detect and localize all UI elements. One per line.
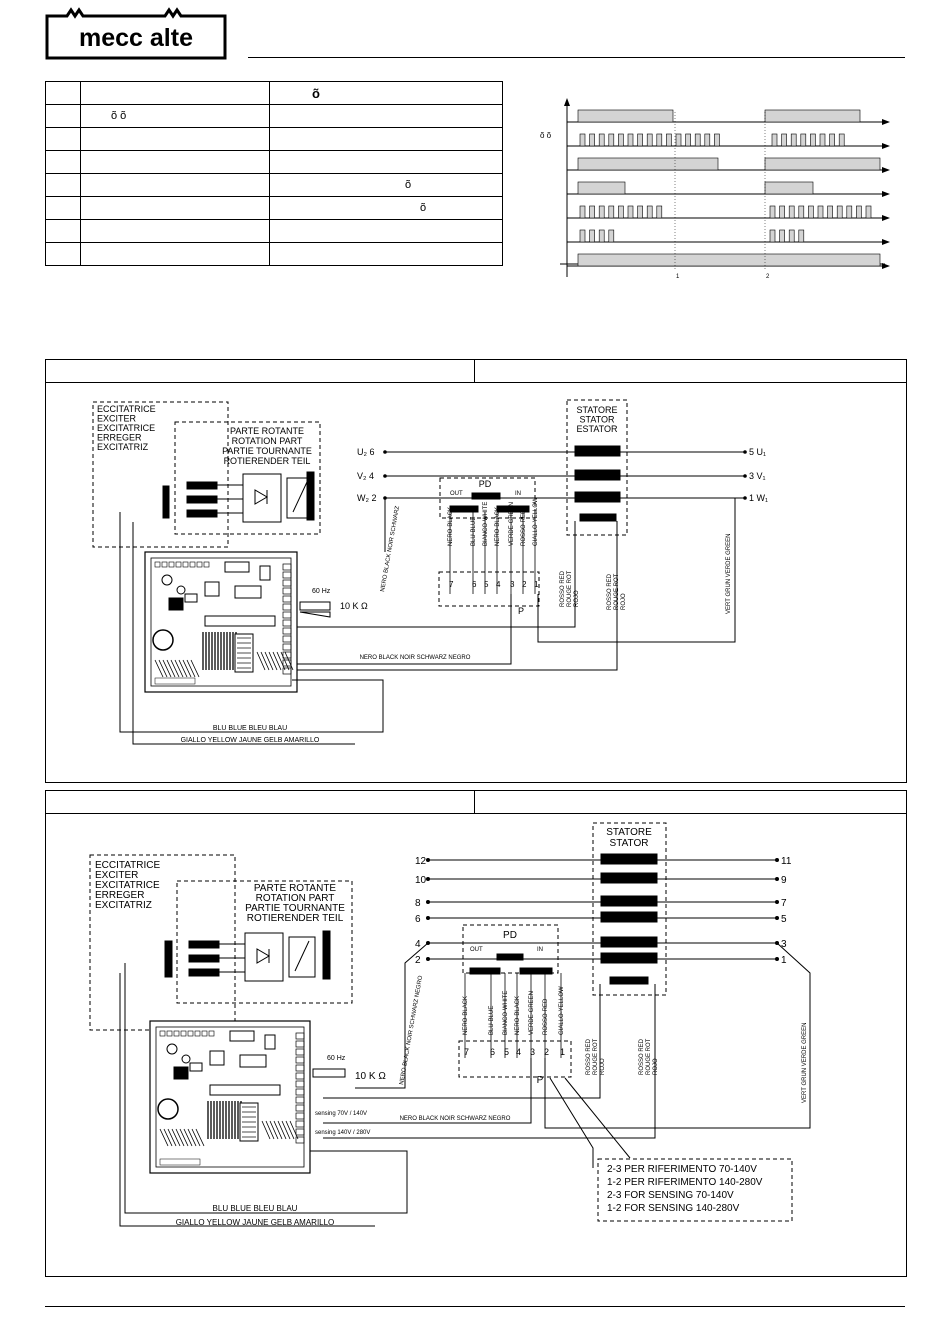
info-cell — [46, 151, 81, 174]
terminal-dot — [426, 900, 430, 904]
blue-wire-label: BLU BLUE BLEU BLAU — [212, 725, 288, 732]
terminal-label: 1 — [781, 955, 787, 966]
pin-label: 7 — [449, 580, 454, 589]
terminal-dot — [775, 900, 779, 904]
wire-color-label: VERDE-GREEN — [509, 501, 515, 546]
info-cell — [81, 151, 270, 174]
pin-label: 1 — [534, 580, 539, 589]
timing-pulse — [580, 206, 585, 218]
timing-pulse — [657, 134, 662, 146]
wiring-diagram-1 — [45, 382, 905, 780]
avr-ic — [174, 1067, 188, 1079]
info-cell — [46, 128, 81, 151]
green-wire-label: VERT GRUN VERDE GREEN — [802, 1022, 808, 1103]
timing-diagram — [530, 92, 900, 282]
timing-pulse — [799, 206, 804, 218]
exciter-label: EXCITATRICE — [95, 880, 160, 891]
stator-label: STATORE — [576, 405, 618, 415]
field-winding — [323, 931, 330, 979]
timing-pulse — [590, 206, 595, 218]
rotor-winding — [189, 941, 219, 948]
pd-out-label: OUT — [450, 491, 463, 497]
trace-arrow — [882, 119, 890, 125]
stator-winding — [601, 854, 657, 864]
timing-pulse — [686, 134, 691, 146]
terminal-strip — [439, 572, 539, 606]
stator-winding — [601, 937, 657, 947]
red-wire-label: ROJO — [600, 1058, 606, 1075]
rotor-winding — [187, 510, 217, 517]
pin-label: 2 — [544, 1047, 550, 1057]
pin-label: 5 — [484, 580, 489, 589]
panel-2-header — [46, 791, 906, 814]
red-wire-label: ROUGE ROT — [614, 573, 620, 610]
exciter-label: EXCITER — [97, 413, 137, 424]
stator-winding — [575, 470, 620, 480]
info-row — [46, 174, 503, 197]
pd-label: PD — [503, 930, 517, 941]
hz-label: 60 Hz — [327, 1055, 346, 1062]
terminal-dot — [775, 916, 779, 920]
black-wire-label: NERO BLACK NOIR SCHWARZ NEGRO — [399, 1116, 511, 1122]
timing-pulse — [578, 110, 673, 122]
diode-symbol — [257, 949, 269, 963]
terminal-strip — [459, 1041, 571, 1077]
timing-pulse — [638, 206, 643, 218]
rotor-label: PARTIE TOURNANTE — [222, 446, 312, 456]
avr-board — [150, 1021, 310, 1173]
timing-pulse — [590, 230, 595, 242]
wire-color-label: ROSSO-RED — [543, 998, 549, 1035]
timing-pulse — [638, 134, 643, 146]
timing-pulse — [837, 206, 842, 218]
terminal-label: 5 — [781, 914, 787, 925]
timing-pulse — [772, 134, 777, 146]
info-table — [45, 81, 503, 266]
exciter-label: EXCITATRIZ — [97, 442, 149, 452]
timing-pulse — [828, 206, 833, 218]
timing-pulse — [628, 134, 633, 146]
timing-pulse — [618, 206, 623, 218]
rotor-label: ROTATION PART — [255, 893, 335, 904]
rectifier-box — [245, 933, 283, 981]
info-cell — [81, 128, 270, 151]
yellow-wire-label: GIALLO YELLOW JAUNE GELB AMARILLO — [180, 737, 320, 744]
red-wire-label: ROUGE ROT — [567, 570, 573, 607]
green-wire-label: VERT GRUN VERDE GREEN — [726, 533, 732, 614]
logo-text: mecc alte — [79, 24, 193, 52]
selector-wire — [550, 1078, 593, 1168]
info-row — [46, 128, 503, 151]
legend-line: 1-2 FOR SENSING 140-280V — [607, 1203, 740, 1214]
pot-label: 10 K Ω — [340, 601, 368, 611]
rotor-label: ROTIERENDER TEIL — [223, 456, 311, 466]
rectifier-box — [243, 474, 281, 522]
pot-label: 10 K Ω — [355, 1071, 386, 1082]
info-cell — [46, 197, 81, 220]
rotor-winding — [189, 969, 219, 976]
exciter-label: ERREGER — [95, 890, 145, 901]
varistor-line — [293, 482, 307, 512]
green-wire — [545, 943, 810, 1128]
panel-1-header — [46, 360, 906, 383]
pd-resistor — [472, 493, 500, 499]
wire-color-label: ROSSO-RED — [521, 509, 527, 546]
pin-label: 3 — [530, 1047, 536, 1057]
wire-color-label: BIANCO-WHITE — [503, 990, 509, 1035]
timing-pulse — [578, 182, 625, 194]
exciter-label: EXCITATRIZ — [95, 900, 152, 911]
rotor-label: PARTIE TOURNANTE — [245, 903, 345, 914]
timing-pulse — [791, 134, 796, 146]
info-cell: õ — [270, 197, 503, 220]
trace-arrow — [882, 215, 890, 221]
legend-line: 1-2 PER RIFERIMENTO 140-280V — [607, 1177, 763, 1188]
timing-pulse — [599, 134, 604, 146]
timing-pulse — [830, 134, 835, 146]
terminal-dot — [426, 957, 430, 961]
wire-color-label: BIANCO-WHITE — [483, 501, 489, 546]
red-wire-label: ROJO — [621, 593, 627, 610]
black-wire-label: NERO BLACK NOIR SCHWARZ — [380, 505, 402, 593]
terminal-label: 1 W₁ — [749, 493, 769, 503]
terminal-label: 4 — [415, 939, 421, 950]
exciter-label: ERREGER — [97, 432, 142, 443]
pin-label: 5 — [504, 1047, 510, 1057]
terminal-dot — [775, 858, 779, 862]
timing-pulse — [578, 254, 880, 266]
exciter-winding — [165, 941, 172, 977]
wire-color-label: NERO-BLACK — [495, 506, 501, 546]
stator-winding — [580, 514, 616, 521]
info-row — [46, 220, 503, 243]
pd-connector — [450, 506, 478, 512]
terminal-label: 3 V₁ — [749, 471, 766, 481]
mecc-alte-logo — [45, 4, 235, 60]
stator-winding — [601, 896, 657, 906]
rotor-winding — [187, 482, 217, 489]
field-winding — [307, 472, 314, 520]
timing-pulse — [647, 206, 652, 218]
timing-pulse — [820, 134, 825, 146]
sensing-label: sensing 70V / 140V — [315, 1111, 368, 1117]
stator-winding — [601, 912, 657, 922]
timing-pulse — [789, 230, 794, 242]
wire-color-label: BLU-BLUE — [471, 516, 477, 546]
exciter-label: EXCITATRICE — [97, 423, 156, 433]
timing-pulse — [780, 206, 785, 218]
info-cell — [46, 220, 81, 243]
timing-pulse — [609, 230, 614, 242]
pin-label: 4 — [496, 580, 501, 589]
timing-pulse — [782, 134, 787, 146]
sensing-label: sensing 140V / 280V — [315, 1130, 371, 1136]
rotor-label: ROTATION PART — [231, 436, 303, 446]
rotor-label: PARTE ROTANTE — [253, 883, 337, 894]
stator-label: STATOR — [609, 838, 649, 849]
green-wire — [538, 498, 735, 642]
info-cell — [270, 128, 503, 151]
terminal-label: U₂ 6 — [357, 447, 375, 457]
red-wire-label: ROSSO RED — [586, 1038, 592, 1075]
avr-ic — [169, 598, 183, 610]
pin-label: 3 — [510, 580, 515, 589]
timing-pulse — [847, 206, 852, 218]
info-row — [46, 151, 503, 174]
timing-pulse — [818, 206, 823, 218]
info-cell — [81, 243, 270, 266]
footer-rule — [45, 1306, 905, 1307]
legend-line: 2-3 PER RIFERIMENTO 70-140V — [607, 1164, 757, 1175]
trace-arrow — [882, 239, 890, 245]
terminal-label: 3 — [781, 939, 787, 950]
wire-color-label: GIALLO-YELLOW — [559, 986, 565, 1035]
yellow-wire-label: GIALLO YELLOW JAUNE GELB AMARILLO — [175, 1218, 335, 1227]
terminal-dot — [743, 496, 747, 500]
pd-resistor — [497, 954, 523, 960]
terminal-label: 2 — [415, 955, 421, 966]
rotor-winding — [189, 955, 219, 962]
timing-pulse — [590, 134, 595, 146]
exciter-winding — [163, 486, 169, 518]
pd-in-label: IN — [537, 947, 543, 953]
pd-label: PD — [478, 479, 492, 489]
timing-pulse — [618, 134, 623, 146]
stator-winding — [601, 873, 657, 883]
timing-pulse — [856, 206, 861, 218]
info-cell: õ — [270, 82, 503, 105]
blue-wire-label: BLU BLUE BLEU BLAU — [212, 1204, 298, 1213]
timing-pulse — [799, 230, 804, 242]
pd-in-label: IN — [515, 491, 521, 497]
info-row — [46, 82, 503, 105]
info-cell — [81, 82, 270, 105]
terminal-label: 8 — [415, 898, 421, 909]
rotor-winding — [187, 496, 217, 503]
terminal-dot — [743, 450, 747, 454]
terminal-dot — [426, 877, 430, 881]
info-cell — [46, 243, 81, 266]
terminal-label: W₂ 2 — [357, 493, 377, 503]
timing-pulse — [695, 134, 700, 146]
wire-color-label: NERO-BLACK — [515, 995, 521, 1035]
timing-pulse — [765, 110, 860, 122]
trace-arrow — [882, 167, 890, 173]
trace-arrow — [882, 191, 890, 197]
wire-color-label: NERO-BLACK — [463, 995, 469, 1035]
wire-color-label: VERDE-GREEN — [529, 990, 535, 1035]
timing-pulse — [839, 134, 844, 146]
wiring-diagram-2 — [45, 813, 905, 1273]
red-wire-label: ROJO — [574, 590, 580, 607]
info-cell — [270, 243, 503, 266]
hz-label: 60 Hz — [312, 588, 331, 595]
timing-pulse — [599, 206, 604, 218]
red-wire-label: ROSSO RED — [560, 570, 566, 607]
trace-arrow — [882, 263, 890, 269]
trace-arrow — [882, 143, 890, 149]
timing-pulse — [770, 230, 775, 242]
timing-pulse — [765, 182, 813, 194]
header-rule — [248, 57, 905, 58]
timing-pulse — [609, 206, 614, 218]
timing-pulse — [628, 206, 633, 218]
info-cell — [81, 174, 270, 197]
terminal-dot — [426, 858, 430, 862]
stator-winding — [575, 446, 620, 456]
pin-label: 1 — [560, 1047, 566, 1057]
exciter-label: ECCITATRICE — [97, 404, 156, 414]
info-row — [46, 243, 503, 266]
terminal-dot — [775, 877, 779, 881]
terminal-dot — [743, 474, 747, 478]
trimmer — [300, 612, 330, 617]
terminal-dot — [383, 450, 387, 454]
timing-pulse — [647, 134, 652, 146]
exciter-label: EXCITER — [95, 870, 139, 881]
terminal-label: 9 — [781, 875, 787, 886]
trimmer-body — [300, 602, 330, 610]
info-row — [46, 197, 503, 220]
stator-label: STATORE — [606, 827, 652, 838]
timing-pulse — [609, 134, 614, 146]
red-wire-label: ROUGE ROT — [593, 1038, 599, 1075]
black-wire-label: NERO BLACK NOIR SCHWARZ NEGRO — [399, 975, 425, 1086]
timing-pulse — [580, 230, 585, 242]
stator-label: STATOR — [579, 414, 615, 425]
red-wire-label: ROSSO RED — [607, 573, 613, 610]
info-cell — [46, 82, 81, 105]
timing-pulse — [780, 230, 785, 242]
timing-pulse — [808, 206, 813, 218]
timing-pulse — [676, 134, 681, 146]
timing-pulse — [765, 158, 880, 170]
info-cell — [81, 220, 270, 243]
timing-pulse — [801, 134, 806, 146]
terminal-label: 10 — [415, 875, 427, 886]
pin-label: 6 — [472, 580, 477, 589]
timing-pulse — [666, 134, 671, 146]
stator-label: ESTATOR — [576, 424, 618, 434]
pin-label: 2 — [522, 580, 527, 589]
pin-label: 6 — [490, 1047, 496, 1057]
black-wire-label: NERO BLACK NOIR SCHWARZ NEGRO — [359, 655, 471, 661]
info-cell — [270, 105, 503, 128]
red-wire-label: ROJO — [653, 1058, 659, 1075]
wire-color-label: GIALLO-YELLOW — [533, 497, 539, 546]
terminal-label: 7 — [781, 898, 787, 909]
terminal-dot — [383, 474, 387, 478]
diode-symbol — [255, 490, 267, 504]
info-cell — [46, 105, 81, 128]
terminal-label: 5 U₁ — [749, 447, 767, 457]
timing-label: õ õ — [540, 131, 552, 140]
timing-pulse — [705, 134, 710, 146]
info-cell: õ — [270, 174, 503, 197]
red-wire-label: ROSSO RED — [639, 1038, 645, 1075]
varistor-line — [295, 941, 309, 971]
timing-mark: 2 — [766, 274, 770, 280]
pin-label: 7 — [464, 1047, 470, 1057]
terminal-label: 12 — [415, 856, 427, 867]
p-label: P — [517, 606, 525, 616]
rotor-label: PARTE ROTANTE — [229, 426, 305, 436]
timing-pulse — [866, 206, 871, 218]
timing-pulse — [580, 134, 585, 146]
rotor-label: ROTIERENDER TEIL — [246, 913, 344, 924]
timing-pulse — [599, 230, 604, 242]
terminal-dot — [775, 957, 779, 961]
red-wire-label: ROUGE ROT — [646, 1038, 652, 1075]
timing-mark: 1 — [676, 274, 680, 280]
timing-pulse — [770, 206, 775, 218]
legend-line: 2-3 FOR SENSING 70-140V — [607, 1190, 734, 1201]
stator-winding — [575, 492, 620, 502]
timing-pulse — [578, 158, 718, 170]
timing-pulse — [810, 134, 815, 146]
timing-pulse — [657, 206, 662, 218]
trimmer-body — [313, 1069, 345, 1077]
terminal-dot — [426, 916, 430, 920]
stator-winding — [601, 953, 657, 963]
pin-label: 4 — [516, 1047, 522, 1057]
wire-color-label: BLU-BLUE — [489, 1005, 495, 1035]
wire-color-label: NERO-BLACK — [448, 506, 454, 546]
pd-connector — [470, 968, 500, 974]
axis-arrow — [564, 98, 570, 106]
info-cell — [46, 174, 81, 197]
pd-out-label: OUT — [470, 947, 483, 953]
info-cell: õ õ — [81, 105, 270, 128]
info-cell — [81, 197, 270, 220]
info-row — [46, 105, 503, 128]
timing-pulse — [789, 206, 794, 218]
black-wire — [292, 594, 511, 664]
terminal-label: 11 — [781, 856, 792, 867]
terminal-label: V₂ 4 — [357, 471, 375, 481]
info-cell — [270, 151, 503, 174]
info-cell — [270, 220, 503, 243]
terminal-label: 6 — [415, 914, 421, 925]
stator-winding — [610, 977, 648, 984]
timing-pulse — [714, 134, 719, 146]
p-label: P — [536, 1075, 544, 1086]
exciter-label: ECCITATRICE — [95, 860, 161, 871]
pd-connector — [520, 968, 552, 974]
